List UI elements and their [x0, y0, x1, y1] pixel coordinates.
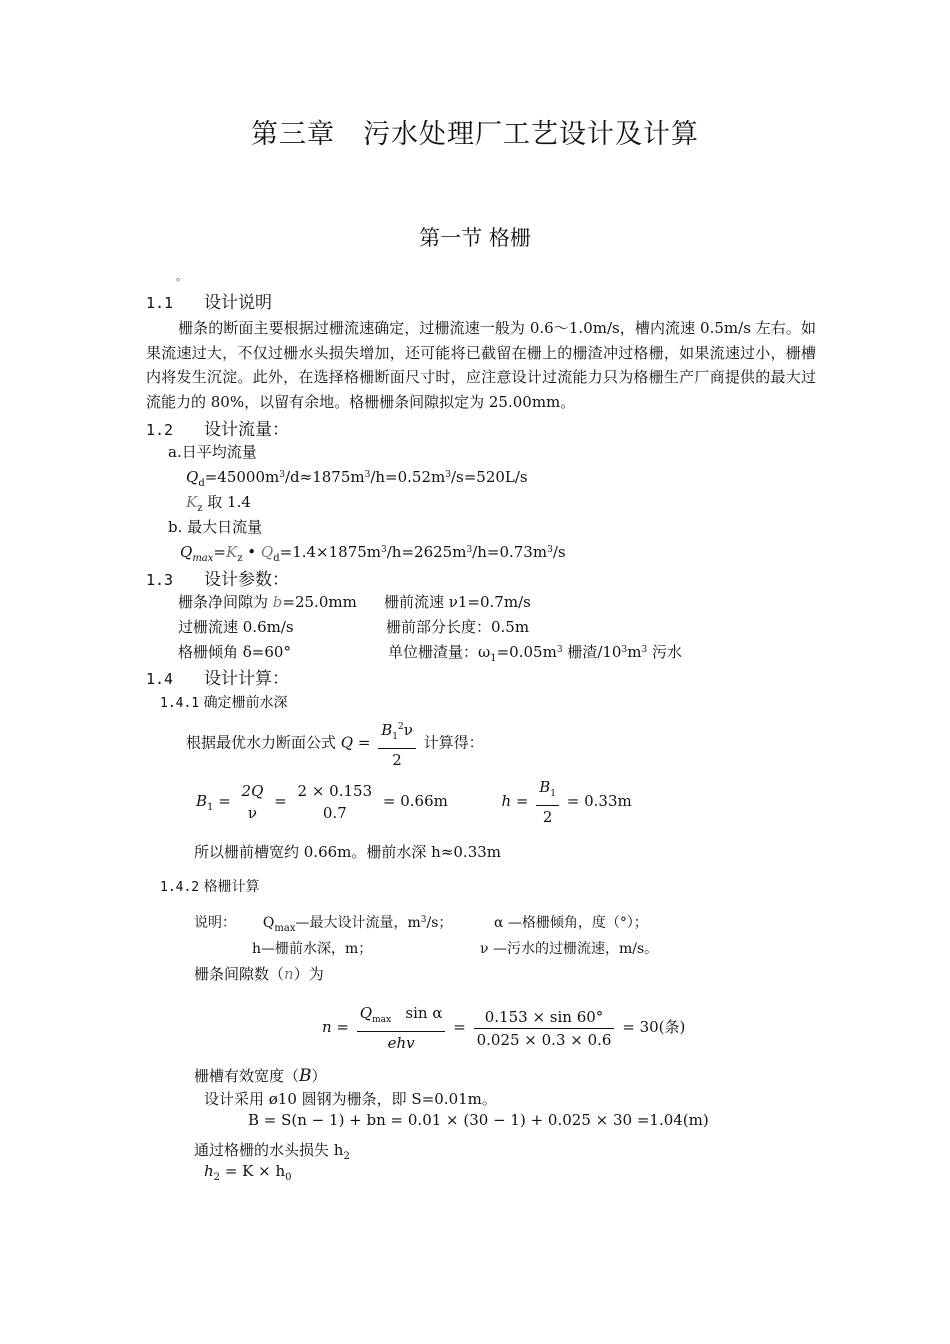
head-loss-label: 通过格栅的水头损失 $h_2$: [194, 1141, 350, 1162]
bar-count-formula: n = $\frac{Q_{max} \sin \alpha}{\text{ehv}}$ = $\frac{0.153 \times \sin 60^\circ}{0.025 \times 0.3 \times 0.6}$ = 30(条): [322, 1004, 686, 1052]
heading-1-4-1: 1.4.1 确定栅前水深: [160, 695, 288, 711]
design-description-paragraph: [146, 316, 816, 414]
paragraph-text: 栅条的断面主要根据过栅流速确定，过栅流速一般为 0.6～1.0m/s，槽内流速 0.5m/s 左右。如果流速过大，不仅过栅水头损失增加，还可能将已截留在栅上的栅渣冲过格栅，如果流速过小，栅槽内将发生沉淀。此外，在选择格栅断面尺寸时，应注意设计过流能力只为格栅生产厂商提供的最大过流能力的 80%，以留有余地。格栅栅条间隙拟定为 25.00mm。: [146, 319, 816, 411]
heading-1-4: [146, 664, 289, 689]
explain-line-1: 说明： $Q_{max}—$最大设计流量，$m^3/s$；: [194, 915, 453, 934]
heading-number: 1.3: [146, 571, 174, 589]
daily-average-flow-formula: $Q_d=45000m^3/d\approx 1875m^3/h=0.52m^3/s=520L/s$: [186, 468, 528, 489]
b-description: 设计采用 ø10 圆钢为栅条，即 S=0.01m。: [204, 1090, 497, 1108]
heading-text: 设计参数：: [204, 570, 289, 590]
b-label: 栅槽有效宽度（B）: [194, 1066, 327, 1086]
flow-b-label: b. 最大日流量: [168, 518, 263, 536]
param-gap: 栅条净间隙为 b=25.0mm: [178, 593, 357, 611]
param-screenings: 单位栅渣量：$\omega_1=0.05m^3$ 栅渣$/10^3m^3$ 污水: [388, 643, 682, 664]
flow-a-label: a.日平均流量: [168, 443, 257, 461]
chapter-title: 第三章 污水处理厂工艺设计及计算: [251, 119, 699, 150]
section-title: 第一节 格栅: [419, 226, 531, 250]
heading-number: 1.2: [146, 421, 174, 439]
channel-width-formula: B = S(n − 1) + bn = 0.01 × (30 − 1) + 0.025 × 30 =1.04(m): [248, 1111, 709, 1129]
head-loss-formula: $h_2 = K \times h_0$: [204, 1162, 292, 1183]
heading-text: 设计流量：: [204, 420, 289, 440]
heading-text: 设计说明: [204, 293, 272, 313]
heading-text: 设计计算：: [204, 669, 289, 689]
heading-1-1: [146, 288, 272, 313]
kz-value: $K_z$ 取 1.4: [186, 493, 251, 514]
param-front-velocity: 栅前流速 ν1=0.7m/s: [384, 593, 531, 611]
param-grid-velocity: 过栅流速 0.6m/s: [178, 618, 294, 636]
stray-mark: 。: [176, 270, 187, 283]
max-daily-flow-formula: $Q_{max}=K_z$ • $Q_d=1.4\times 1875m^3/h=2625m^3/h=0.73m^3/s$: [180, 543, 566, 564]
heading-1-2: [146, 415, 289, 440]
param-front-length: 栅前部分长度：0.5m: [386, 618, 530, 636]
explain-alpha: α —格栅倾角，度（°）；: [494, 915, 648, 931]
optimal-section-formula: 根据最优水力断面公式 Q = $\frac{B_1^2\nu}{2}$ 计算得：: [186, 716, 484, 771]
param-angle: 格栅倾角 δ=60°: [178, 643, 291, 661]
heading-number: 1.4: [146, 670, 174, 688]
heading-1-4-2: 1.4.2 格栅计算: [160, 879, 260, 895]
heading-1-3: [146, 565, 289, 590]
n-label: 栅条间隙数（n）为: [194, 965, 324, 983]
depth-conclusion: 所以栅前槽宽约 0.66m。栅前水深 h≈0.33m: [194, 843, 502, 861]
explain-v: ν —污水的过栅流速，m/s。: [480, 941, 659, 957]
heading-number: 1.1: [146, 294, 174, 312]
explain-h: h—栅前水深，m；: [252, 941, 373, 957]
width-depth-formula: $B_1$ = 2Q ν = 2 × 0.153 0.7 = 0.66m h = $\frac{B_1}{2}$ = 0.33m: [196, 778, 632, 826]
